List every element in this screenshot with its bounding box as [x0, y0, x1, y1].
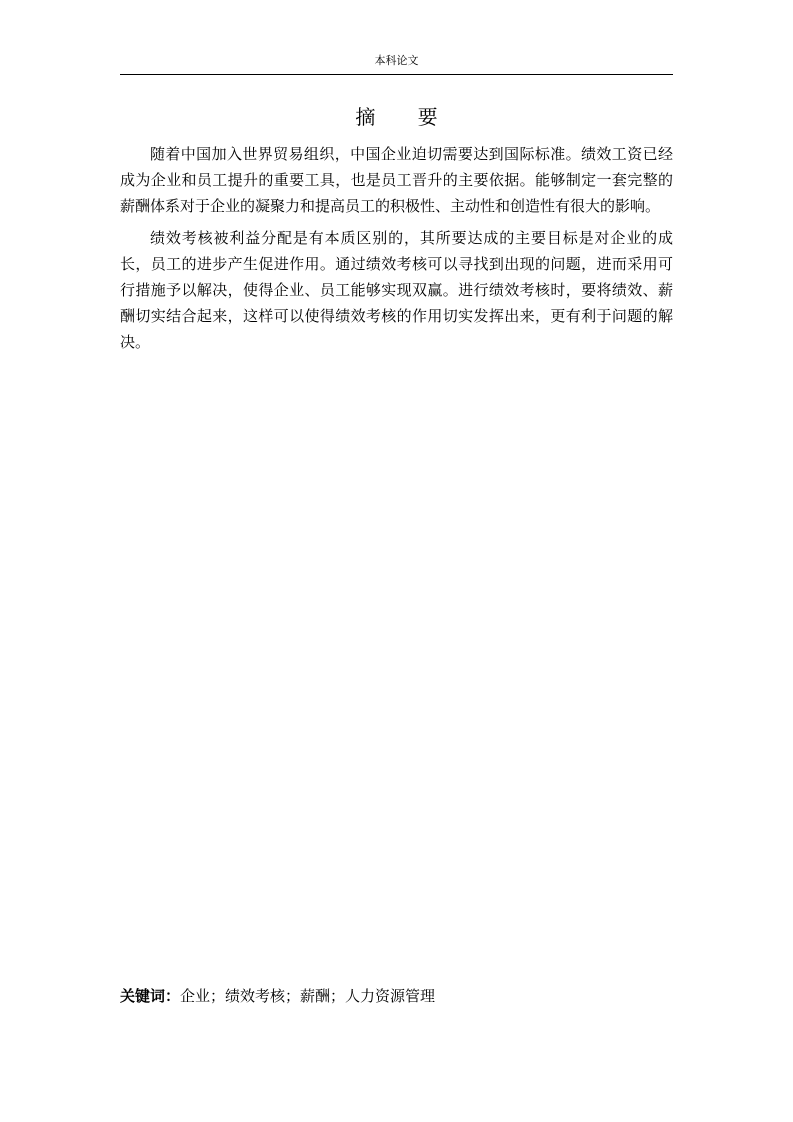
keywords-line [120, 985, 673, 1007]
keywords-label: 关键词： [120, 987, 181, 1005]
abstract-title: 摘 要 [355, 105, 456, 129]
header-text: 本科论文 [374, 54, 419, 67]
abstract-paragraph-1: 随着中国加入世界贸易组织，中国企业迫切需要达到国际标准。绩效工资已经成为企业和员工提升的重要工具，也是员工晋升的主要依据。能够制定一套完整的薪酬体系对于企业的凝聚力和提高员工的积极性、主动性和创造性有很大的影响。 [120, 145, 673, 215]
abstract-body [120, 141, 673, 361]
page-header [120, 52, 673, 75]
abstract-paragraph-2: 绩效考核被利益分配是有本质区别的，其所要达成的主要目标是对企业的成长，员工的进步产生促进作用。通过绩效考核可以寻找到出现的问题，进而采用可行措施予以解决，使得企业、员工能够实现双赢。进行绩效考核时，要将绩效、薪酬切实结合起来，这样可以使得绩效考核的作用切实发挥出来，更有利于问题的解决。 [120, 229, 673, 351]
keywords-text: 企业；绩效考核；薪酬；人力资源管理 [180, 987, 436, 1005]
